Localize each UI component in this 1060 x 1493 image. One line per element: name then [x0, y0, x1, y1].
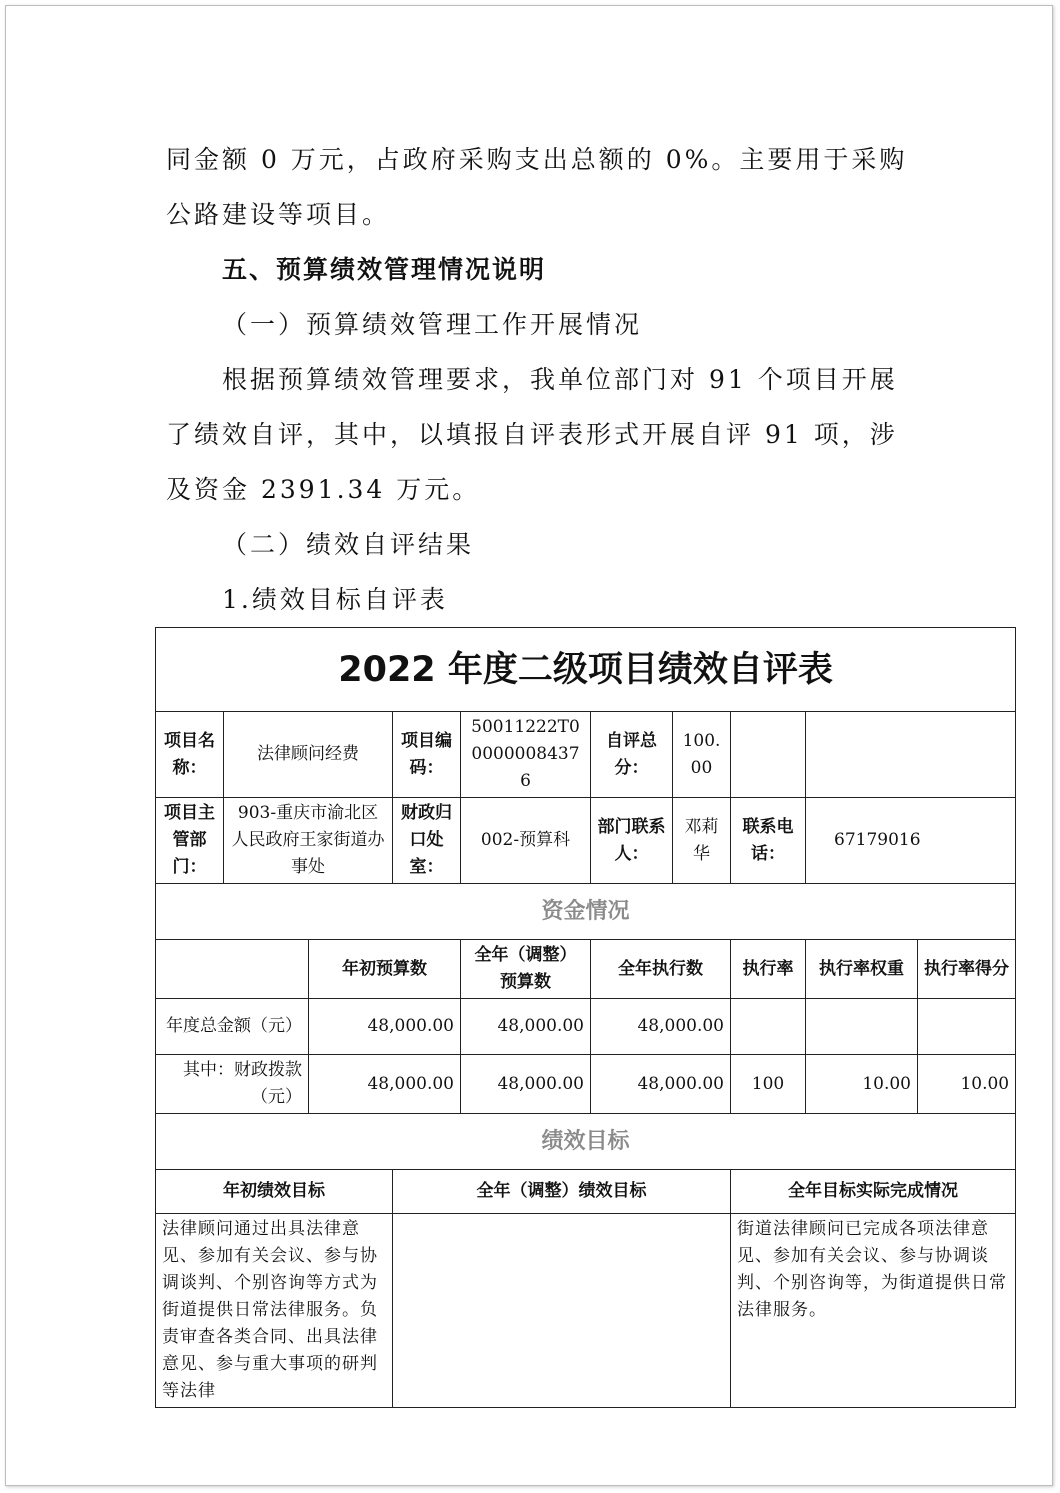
finance-office-value: 002-预算科 — [461, 798, 591, 884]
col-header-initial-goal: 年初绩效目标 — [156, 1170, 393, 1214]
paragraph-line: 了绩效自评，其中，以填报自评表形式开展自评 91 项，涉 — [166, 420, 898, 449]
paragraph-line: 同金额 0 万元，占政府采购支出总额的 0%。主要用于采购 — [166, 145, 908, 174]
project-code-label: 项目编码： — [393, 712, 461, 798]
funds-section-header: 资金情况 — [156, 884, 1016, 940]
col-header-rate-score: 执行率得分 — [918, 940, 1016, 999]
project-name-label: 项目名称： — [156, 712, 224, 798]
col-header-actual-completion: 全年目标实际完成情况 — [731, 1170, 1016, 1214]
phone-label: 联系电话： — [731, 798, 806, 884]
subsection-heading: （二）绩效自评结果 — [222, 530, 475, 559]
empty-header-cell — [156, 940, 309, 999]
executed-cell: 48,000.00 — [591, 999, 731, 1055]
adjusted-budget-cell: 48,000.00 — [461, 999, 591, 1055]
department-label: 项目主管部门： — [156, 798, 224, 884]
self-score-label: 自评总分： — [591, 712, 673, 798]
adjusted-goal-text — [393, 1214, 731, 1408]
performance-evaluation-table — [155, 627, 1016, 1408]
project-code-value: 50011222T000000084376 — [461, 712, 591, 798]
col-header-execution-rate: 执行率 — [731, 940, 806, 999]
col-header-initial-budget: 年初预算数 — [309, 940, 461, 999]
contact-person-label: 部门联系人： — [591, 798, 673, 884]
paragraph-line: 及资金 2391.34 万元。 — [166, 475, 481, 504]
goals-section-header: 绩效目标 — [156, 1114, 1016, 1170]
rate-weight-cell: 10.00 — [806, 1055, 918, 1114]
col-header-executed: 全年执行数 — [591, 940, 731, 999]
col-header-rate-weight: 执行率权重 — [806, 940, 918, 999]
empty-cell — [731, 712, 806, 798]
col-header-adjusted-budget: 全年（调整）预算数 — [461, 940, 591, 999]
row-label: 其中：财政拨款（元） — [156, 1055, 309, 1114]
project-name-value: 法律顾问经费 — [224, 712, 393, 798]
rate-weight-cell — [806, 999, 918, 1055]
subsection-heading: （一）预算绩效管理工作开展情况 — [222, 310, 643, 339]
initial-goal-text: 法律顾问通过出具法律意见、参加有关会议、参与协调谈判、个别咨询等方式为街道提供日常法律服务。负责审查各类合同、出具法律意见、参与重大事项的研判等法律 — [156, 1214, 393, 1408]
department-value: 903-重庆市渝北区人民政府王家街道办事处 — [224, 798, 393, 884]
table-row — [156, 999, 1016, 1055]
execution-rate-cell: 100 — [731, 1055, 806, 1114]
empty-cell — [806, 712, 1016, 798]
self-score-value: 100.00 — [673, 712, 731, 798]
contact-person-value: 邓莉华 — [673, 798, 731, 884]
initial-budget-cell: 48,000.00 — [309, 1055, 461, 1114]
section-heading: 五、预算绩效管理情况说明 — [222, 255, 547, 284]
finance-office-label: 财政归口处室： — [393, 798, 461, 884]
row-label: 年度总金额（元） — [156, 999, 309, 1055]
executed-cell: 48,000.00 — [591, 1055, 731, 1114]
paragraph-line: 公路建设等项目。 — [166, 200, 391, 229]
initial-budget-cell: 48,000.00 — [309, 999, 461, 1055]
adjusted-budget-cell: 48,000.00 — [461, 1055, 591, 1114]
rate-score-cell: 10.00 — [918, 1055, 1016, 1114]
actual-completion-text: 街道法律顾问已完成各项法律意见、参加有关会议、参与协调谈判、个别咨询等，为街道提供日常法律服务。 — [731, 1214, 1016, 1408]
rate-score-cell — [918, 999, 1016, 1055]
table-caption: 1.绩效目标自评表 — [222, 585, 448, 614]
table-title: 2022 年度二级项目绩效自评表 — [156, 628, 1016, 712]
phone-value: 67179016 — [806, 798, 1016, 884]
execution-rate-cell — [731, 999, 806, 1055]
paragraph-line: 根据预算绩效管理要求，我单位部门对 91 个项目开展 — [222, 365, 898, 394]
col-header-adjusted-goal: 全年（调整）绩效目标 — [393, 1170, 731, 1214]
table-row — [156, 1055, 1016, 1114]
